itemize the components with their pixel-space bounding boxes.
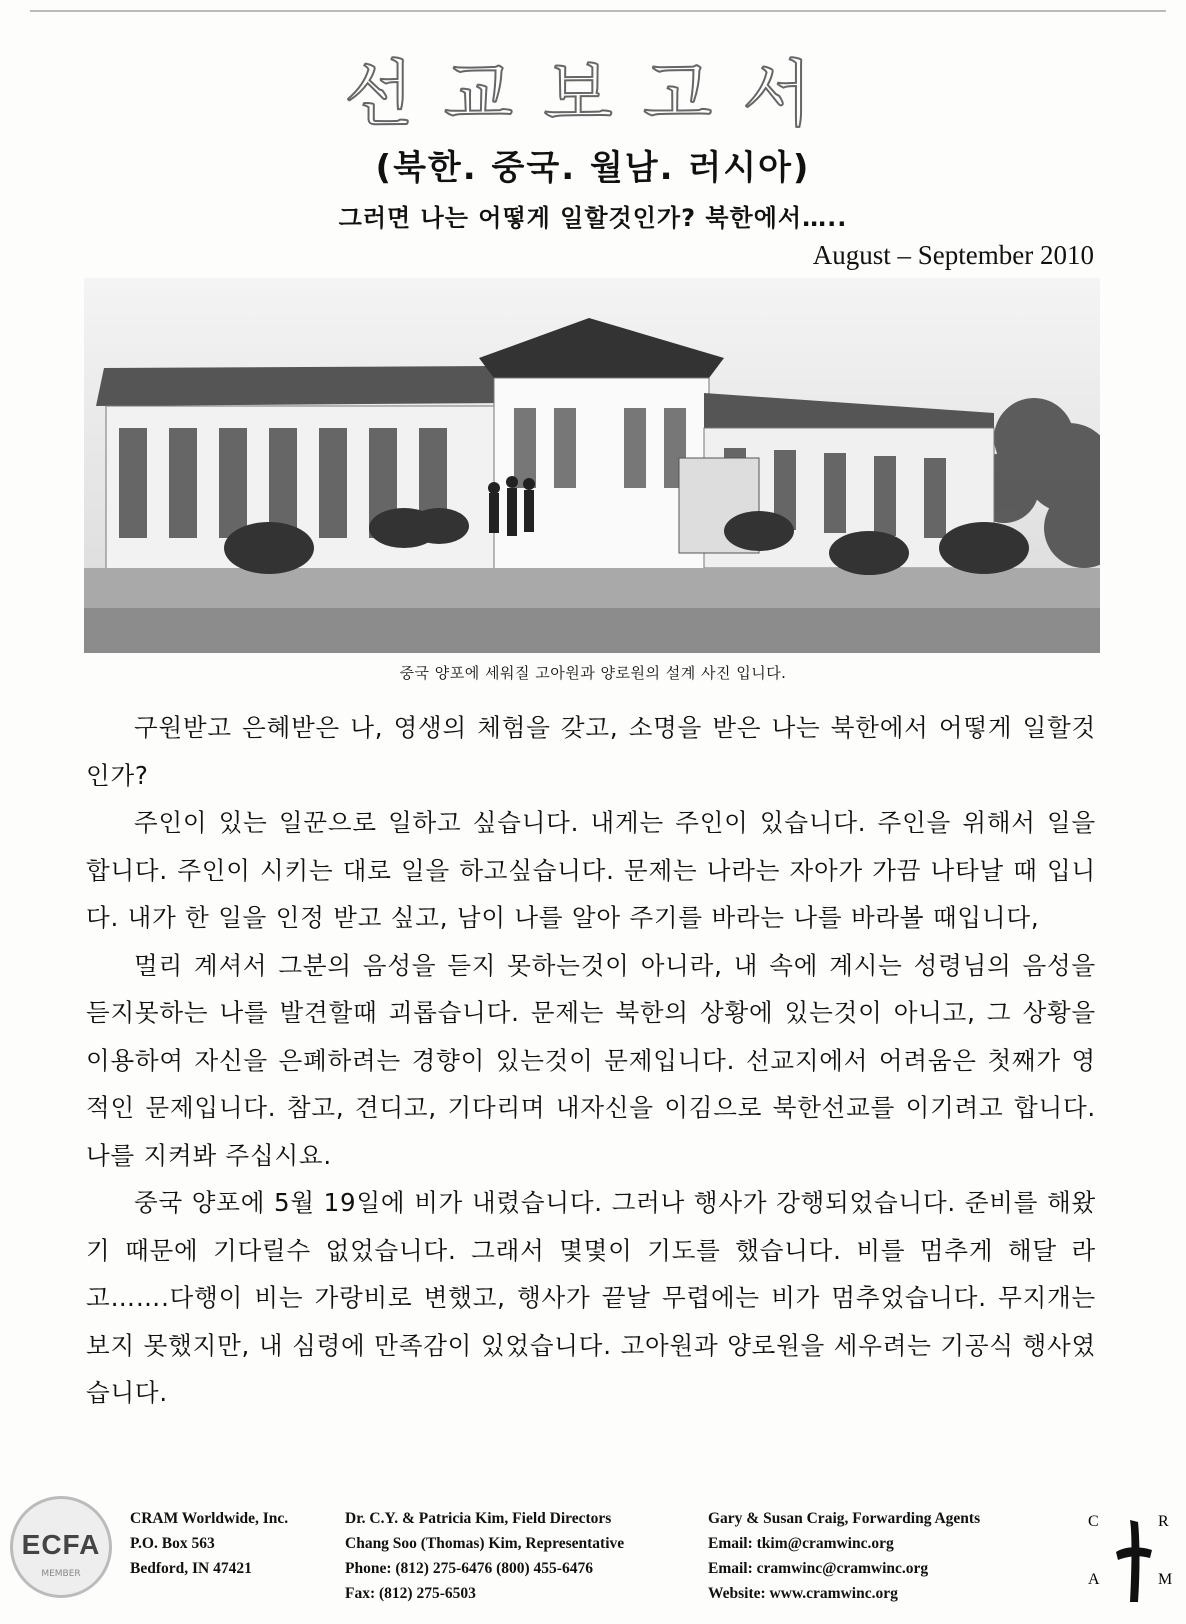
directors-info [345,1506,624,1606]
body-paragraph: 구원받고 은혜받은 나, 영생의 체험을 갖고, 소명을 받은 나는 북한에서 어떻게 일할것인가? [86,713,1096,790]
org-name: CRAM Worldwide, Inc. [130,1510,289,1527]
email-link[interactable]: Email: cramwinc@cramwinc.org [708,1560,929,1577]
report-body [86,704,1096,1417]
email-link[interactable]: Email: tkim@cramwinc.org [708,1535,894,1552]
seal-text: ECFA [21,1529,101,1560]
body-paragraph: 주인이 있는 일꾼으로 일하고 싶습니다. 내게는 주인이 있습니다. 주인을 위해서 일을 합니다. 주인이 시키는 대로 일을 하고싶습니다. 문제는 나라는 자아가 가끔 나타날 때 입니다. 내가 한 일을 인정 받고 싶고, 남이 나를 알아 주기를 바라는 나를 바라볼 때입니다, [86,808,1096,932]
cross-icon [1080,1502,1180,1612]
building-photo [84,278,1100,653]
logo-letter-a: A [1088,1571,1100,1588]
page-subtitle: (북한. 중국. 월남. 러시아) [375,148,811,188]
logo-letter-m: M [1158,1571,1173,1588]
seal-subtext: MEMBER [41,1569,81,1579]
page-title: 선교보고서 [344,52,842,136]
org-pobox: P.O. Box 563 [130,1535,215,1552]
field-directors: Dr. C.Y. & Patricia Kim, Field Directors [345,1510,612,1527]
org-address [130,1506,288,1581]
cram-logo [1080,1502,1180,1612]
footer [0,1496,1186,1624]
agents-info [708,1506,980,1606]
building-illustration [84,278,1100,653]
top-rule [30,10,1166,12]
fax: Fax: (812) 275-6503 [345,1585,476,1602]
logo-letter-c: C [1088,1513,1099,1530]
heading-question: 그러면 나는 어떻게 일할것인가? 북한에서….. [338,204,848,232]
logo-letter-r: R [1158,1513,1169,1530]
website-link[interactable]: Website: www.cramwinc.org [708,1585,898,1602]
org-city: Bedford, IN 47421 [130,1560,252,1577]
body-paragraph: 중국 양포에 5월 19일에 비가 내렸습니다. 그러나 행사가 강행되었습니다. 준비를 해왔기 때문에 기다릴수 없었습니다. 그래서 몇몇이 기도를 했습니다. 비를 멈추게 해달 라고…….다행이 비는 가랑비로 변했고, 행사가 끝날 무렵에는 비가 멈추었습니다. 무지개는 보지 못했지만, 내 심령에 만족감이 있었습니다. 고아원과 양로원을 세우려는 기공식 행사였습니다. [86,1188,1096,1407]
report-date: August – September 2010 [812,240,1094,270]
ecfa-seal-icon [10,1496,112,1598]
photo-caption: 중국 양포에 세워질 고아원과 양로원의 설계 사진 입니다. [399,664,787,682]
forwarding-agents: Gary & Susan Craig, Forwarding Agents [708,1510,981,1527]
phone: Phone: (812) 275-6476 (800) 455-6476 [345,1560,593,1577]
representative: Chang Soo (Thomas) Kim, Representative [345,1535,625,1552]
body-paragraph: 멀리 계셔서 그분의 음성을 듣지 못하는것이 아니라, 내 속에 계시는 성령님의 음성을 듣지못하는 나를 발견할때 괴롭습니다. 문제는 북한의 상황에 있는것이 아니고, 그 상황을 이용하여 자신을 은폐하려는 경향이 있는것이 문제입니다. 선교지에서 어려움은 첫째가 영적인 문제입니다. 참고, 견디고, 기다리며 내자신을 이김으로 북한선교를 이기려고 합니다. 나를 지켜봐 주십시요. [86,950,1096,1170]
